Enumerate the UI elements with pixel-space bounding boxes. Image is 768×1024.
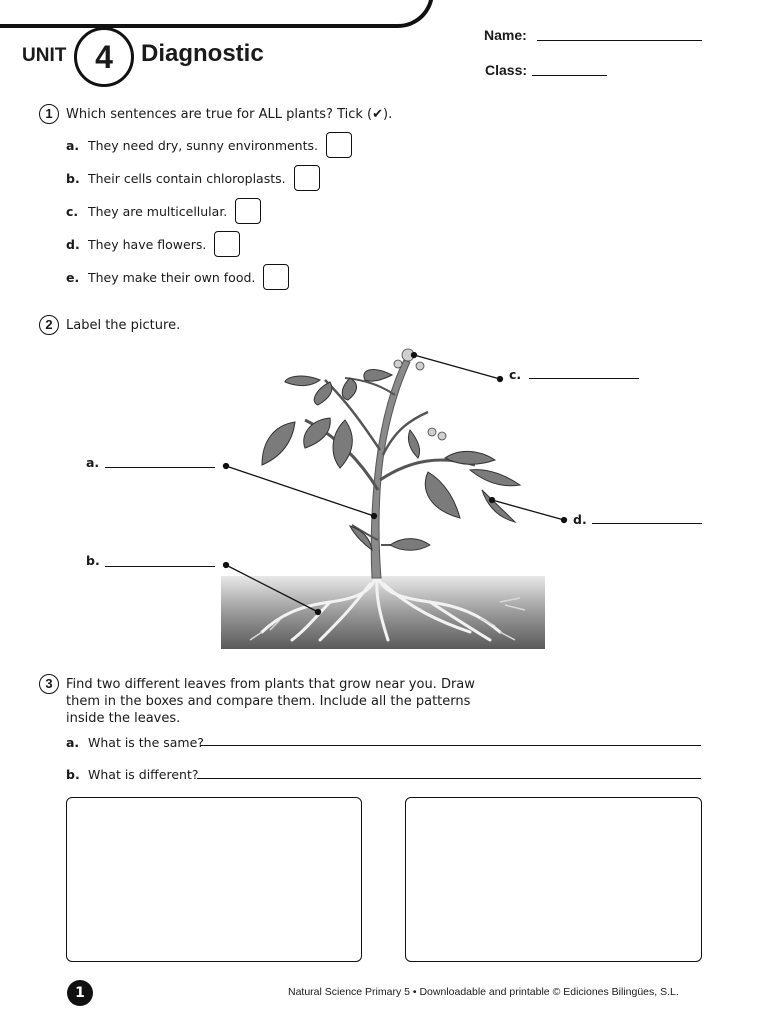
label-c-line[interactable] (529, 378, 639, 379)
class-label: Class: (485, 62, 528, 78)
name-label: Name: (484, 27, 527, 43)
prompt-different (66, 761, 199, 787)
page-number-badge: 1 (67, 980, 93, 1006)
option-letter: c. (66, 203, 79, 219)
option-text: They make their own food. (88, 269, 256, 285)
question-1-number: 1 (39, 104, 59, 124)
prompt-text: What is different? (88, 766, 199, 782)
option-letter: e. (66, 269, 80, 285)
option-letter: d. (66, 236, 80, 252)
leaf-drawing-box-2[interactable] (405, 797, 702, 962)
question-3-line: inside the leaves. (66, 711, 181, 726)
prompt-letter: a. (66, 734, 80, 750)
unit-label: UNIT (22, 45, 67, 66)
option-letter: b. (66, 170, 80, 186)
tick-box[interactable] (235, 198, 261, 224)
answer-different-line[interactable] (197, 778, 701, 779)
prompt-letter: b. (66, 766, 80, 782)
prompt-same (66, 729, 204, 755)
option-c (66, 198, 352, 224)
question-2-text: Label the picture. (66, 318, 181, 333)
label-b-line[interactable] (105, 566, 215, 567)
answer-same-line[interactable] (200, 745, 701, 746)
question-2-number: 2 (39, 315, 59, 335)
question-3-line: Find two different leaves from plants that grow near you. Draw (66, 677, 475, 692)
option-e (66, 264, 352, 290)
unit-number-badge: 4 (74, 27, 134, 87)
question-3-line: them in the boxes and compare them. Include all the patterns (66, 694, 471, 709)
question-3-text (66, 676, 475, 727)
label-d: d. (573, 512, 587, 527)
question-1-options (66, 132, 352, 290)
question-1-text: Which sentences are true for ALL plants? Tick (✔). (66, 107, 393, 122)
label-a: a. (86, 455, 100, 470)
tick-box[interactable] (263, 264, 289, 290)
page-title: Diagnostic (141, 40, 264, 67)
flowers (394, 349, 446, 440)
option-d (66, 231, 352, 257)
label-c: c. (509, 367, 522, 382)
option-text: They need dry, sunny environments. (88, 137, 318, 153)
option-b (66, 165, 352, 191)
label-a-line[interactable] (105, 467, 215, 468)
option-text: They are multicellular. (88, 203, 228, 219)
option-a (66, 132, 352, 158)
question-3-number: 3 (39, 674, 59, 694)
footer-credit: Natural Science Primary 5 • Downloadable and printable © Ediciones Bilingües, S.L. (288, 986, 679, 998)
header-tab-border (0, 0, 434, 28)
option-text: They have flowers. (88, 236, 207, 252)
name-field[interactable] (537, 40, 702, 41)
leaf-drawing-box-1[interactable] (66, 797, 362, 962)
option-text: Their cells contain chloroplasts. (88, 170, 286, 186)
label-b: b. (86, 553, 100, 568)
tick-box[interactable] (214, 231, 240, 257)
option-letter: a. (66, 137, 80, 153)
plant-illustration (0, 340, 768, 660)
class-field[interactable] (532, 75, 607, 76)
prompt-text: What is the same? (88, 734, 204, 750)
label-d-line[interactable] (592, 523, 702, 524)
tick-box[interactable] (294, 165, 320, 191)
tick-box[interactable] (326, 132, 352, 158)
